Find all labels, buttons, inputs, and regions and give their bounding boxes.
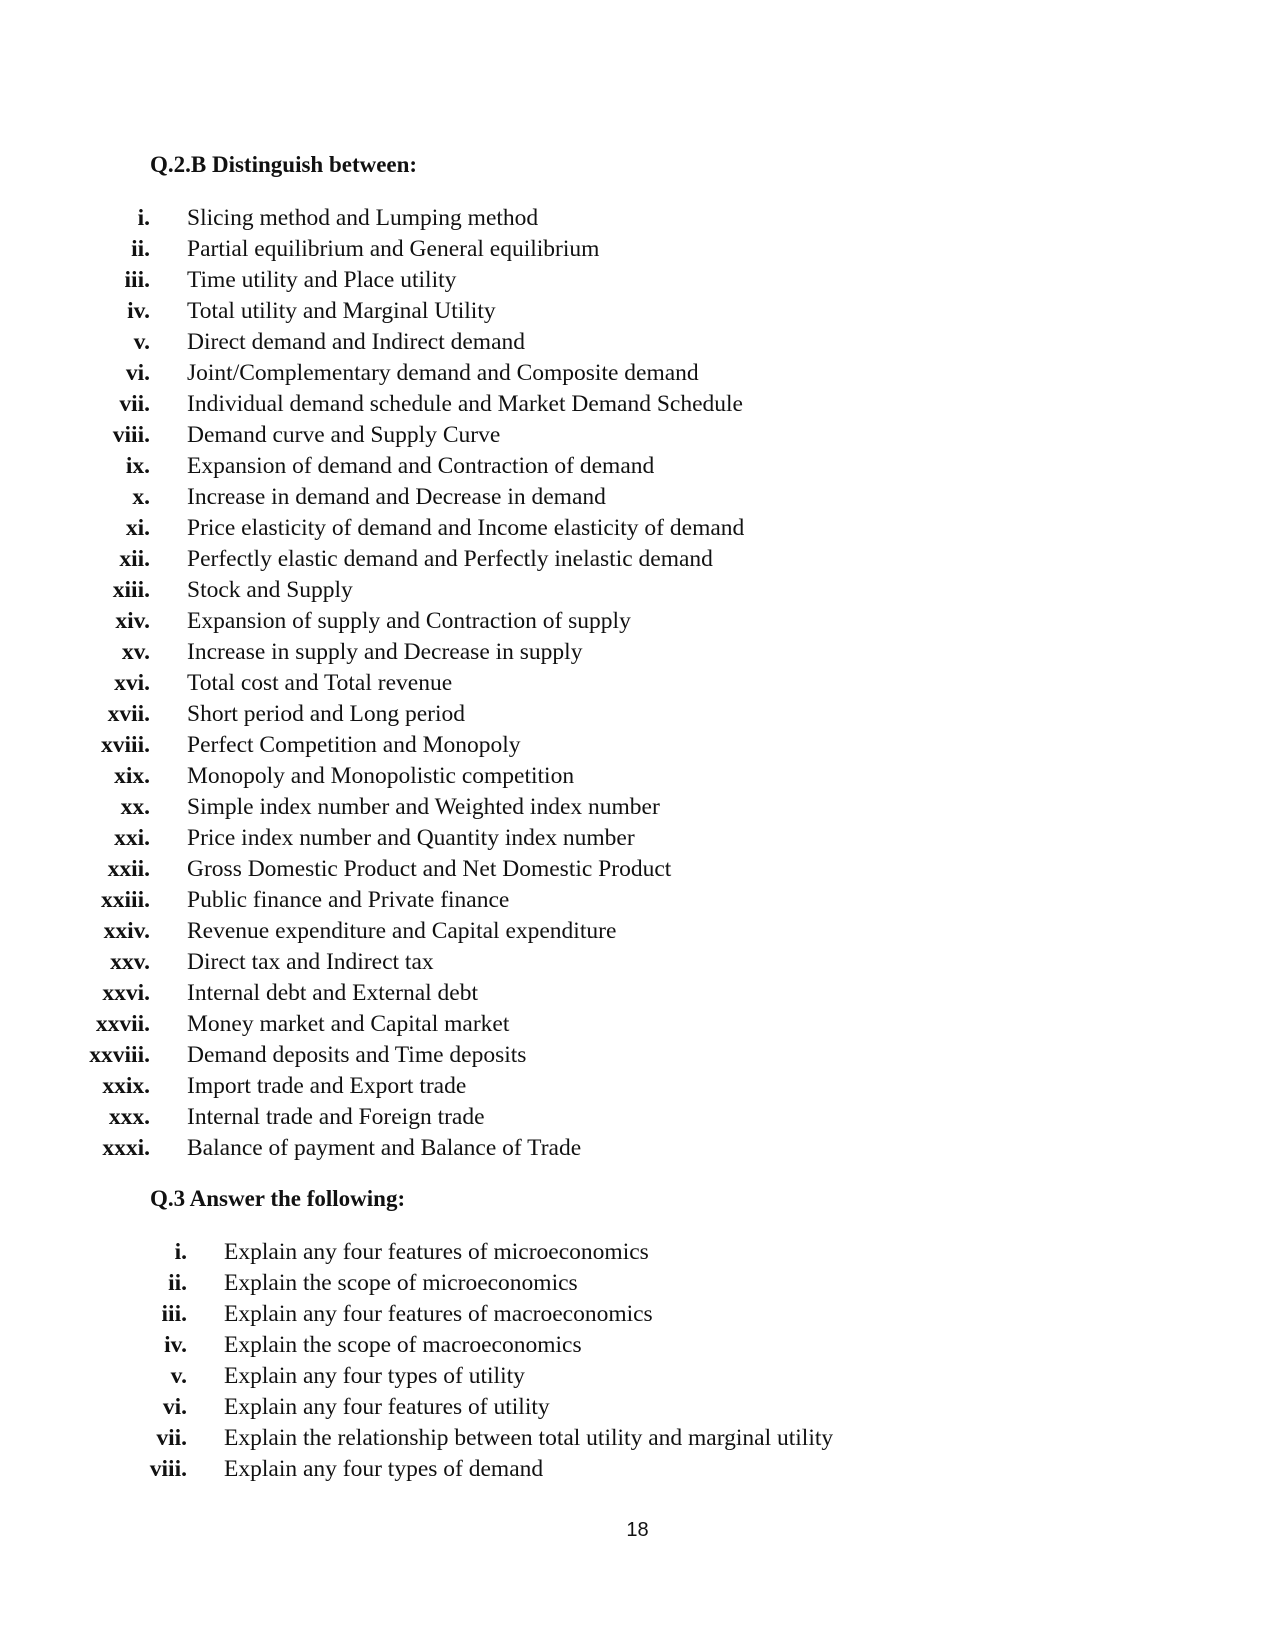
- item-text: Gross Domestic Product and Net Domestic Product: [187, 856, 672, 882]
- item-number: xiv.: [115, 608, 150, 634]
- item-number: iii.: [161, 1301, 187, 1327]
- item-number: xv.: [121, 639, 150, 665]
- item-text: Stock and Supply: [187, 577, 353, 603]
- list-item: [0, 1133, 1275, 1164]
- item-text: Joint/Complementary demand and Composite demand: [187, 360, 699, 386]
- list-item: [0, 1237, 1275, 1268]
- item-number: x.: [132, 484, 150, 510]
- item-text: Internal trade and Foreign trade: [187, 1104, 485, 1130]
- item-text: Price index number and Quantity index number: [187, 825, 635, 851]
- item-text: Internal debt and External debt: [187, 980, 479, 1006]
- item-number: ii.: [131, 236, 150, 262]
- item-number: iv.: [127, 298, 150, 324]
- list-item: [0, 668, 1275, 699]
- q2b-list: [0, 203, 1275, 1164]
- list-item: [0, 1392, 1275, 1423]
- item-text: Total utility and Marginal Utility: [187, 298, 496, 324]
- item-number: xvii.: [107, 701, 150, 727]
- q2b-heading: Q.2.B Distinguish between:: [150, 152, 418, 177]
- item-text: Demand deposits and Time deposits: [187, 1042, 527, 1068]
- list-item: [0, 575, 1275, 606]
- list-item: [0, 606, 1275, 637]
- item-text: Explain any four types of utility: [224, 1363, 525, 1389]
- item-number: xx.: [120, 794, 150, 820]
- list-item: [0, 1102, 1275, 1133]
- list-item: [0, 1040, 1275, 1071]
- item-text: Money market and Capital market: [187, 1011, 510, 1037]
- item-text: Explain the relationship between total utility and marginal utility: [224, 1425, 834, 1451]
- item-text: Monopoly and Monopolistic competition: [187, 763, 575, 789]
- item-number: xxii.: [107, 856, 150, 882]
- item-text: Import trade and Export trade: [187, 1073, 467, 1099]
- list-item: [0, 296, 1275, 327]
- item-number: iv.: [164, 1332, 187, 1358]
- item-text: Slicing method and Lumping method: [187, 205, 539, 231]
- item-number: vii.: [156, 1425, 187, 1451]
- list-item: [0, 513, 1275, 544]
- item-text: Total cost and Total revenue: [187, 670, 453, 696]
- item-number: xiii.: [112, 577, 150, 603]
- item-number: i.: [137, 205, 150, 231]
- item-number: viii.: [149, 1456, 187, 1482]
- list-item: [0, 482, 1275, 513]
- item-number: xxv.: [110, 949, 150, 975]
- item-number: xxi.: [114, 825, 150, 851]
- list-item: [0, 327, 1275, 358]
- item-number: iii.: [124, 267, 150, 293]
- q3-list: [0, 1237, 1275, 1485]
- item-text: Increase in supply and Decrease in supply: [187, 639, 583, 665]
- list-item: [0, 854, 1275, 885]
- list-item: [0, 823, 1275, 854]
- item-text: Time utility and Place utility: [187, 267, 457, 293]
- item-number: xxiv.: [103, 918, 150, 944]
- list-item: [0, 761, 1275, 792]
- list-item: [0, 637, 1275, 668]
- item-text: Expansion of supply and Contraction of supply: [187, 608, 631, 634]
- q3-heading: Q.3 Answer the following:: [150, 1186, 406, 1211]
- item-number: viii.: [112, 422, 150, 448]
- list-item: [0, 1009, 1275, 1040]
- item-number: xxx.: [108, 1104, 150, 1130]
- item-text: Perfect Competition and Monopoly: [187, 732, 521, 758]
- item-number: xxiii.: [101, 887, 150, 913]
- item-text: Public finance and Private finance: [187, 887, 510, 913]
- item-number: vi.: [125, 360, 150, 386]
- list-item: [0, 792, 1275, 823]
- item-text: Explain any four types of demand: [224, 1456, 544, 1482]
- item-number: xvi.: [114, 670, 150, 696]
- item-text: Direct demand and Indirect demand: [187, 329, 525, 355]
- item-text: Individual demand schedule and Market Demand Schedule: [187, 391, 743, 417]
- list-item: [0, 885, 1275, 916]
- item-number: xxxi.: [102, 1135, 150, 1161]
- list-item: [0, 420, 1275, 451]
- list-item: [0, 358, 1275, 389]
- list-item: [0, 947, 1275, 978]
- item-text: Expansion of demand and Contraction of demand: [187, 453, 655, 479]
- item-text: Explain any four features of macroeconomics: [224, 1301, 653, 1327]
- list-item: [0, 916, 1275, 947]
- list-item: [0, 544, 1275, 575]
- list-item: [0, 1268, 1275, 1299]
- item-number: ix.: [125, 453, 150, 479]
- list-item: [0, 1071, 1275, 1102]
- item-number: xi.: [125, 515, 150, 541]
- list-item: [0, 265, 1275, 296]
- item-number: xix.: [114, 763, 150, 789]
- list-item: [0, 730, 1275, 761]
- list-item: [0, 1423, 1275, 1454]
- list-item: [0, 1361, 1275, 1392]
- item-number: xxvii.: [95, 1011, 150, 1037]
- list-item: [0, 451, 1275, 482]
- list-item: [0, 234, 1275, 265]
- item-text: Increase in demand and Decrease in demand: [187, 484, 606, 510]
- item-text: Price elasticity of demand and Income elasticity of demand: [187, 515, 745, 541]
- item-number: xxviii.: [89, 1042, 150, 1068]
- item-text: Revenue expenditure and Capital expenditure: [187, 918, 617, 944]
- item-number: i.: [174, 1239, 187, 1265]
- item-text: Simple index number and Weighted index number: [187, 794, 660, 820]
- list-item: [0, 1330, 1275, 1361]
- item-number: xxvi.: [102, 980, 150, 1006]
- item-text: Explain the scope of macroeconomics: [224, 1332, 582, 1358]
- item-number: v.: [133, 329, 150, 355]
- list-item: [0, 389, 1275, 420]
- item-text: Explain any four features of microeconomics: [224, 1239, 649, 1265]
- item-text: Explain the scope of microeconomics: [224, 1270, 578, 1296]
- item-text: Perfectly elastic demand and Perfectly inelastic demand: [187, 546, 713, 572]
- list-item: [0, 1454, 1275, 1485]
- list-item: [0, 699, 1275, 730]
- item-text: Partial equilibrium and General equilibrium: [187, 236, 600, 262]
- item-text: Explain any four features of utility: [224, 1394, 550, 1420]
- item-number: vii.: [119, 391, 150, 417]
- item-text: Balance of payment and Balance of Trade: [187, 1135, 582, 1161]
- item-text: Direct tax and Indirect tax: [187, 949, 434, 975]
- item-number: xxix.: [102, 1073, 150, 1099]
- page-number: 18: [626, 1519, 649, 1541]
- list-item: [0, 203, 1275, 234]
- list-item: [0, 1299, 1275, 1330]
- item-number: ii.: [168, 1270, 187, 1296]
- item-number: vi.: [162, 1394, 187, 1420]
- item-number: xii.: [119, 546, 150, 572]
- item-text: Demand curve and Supply Curve: [187, 422, 501, 448]
- list-item: [0, 978, 1275, 1009]
- item-text: Short period and Long period: [187, 701, 466, 727]
- item-number: v.: [170, 1363, 187, 1389]
- item-number: xviii.: [101, 732, 150, 758]
